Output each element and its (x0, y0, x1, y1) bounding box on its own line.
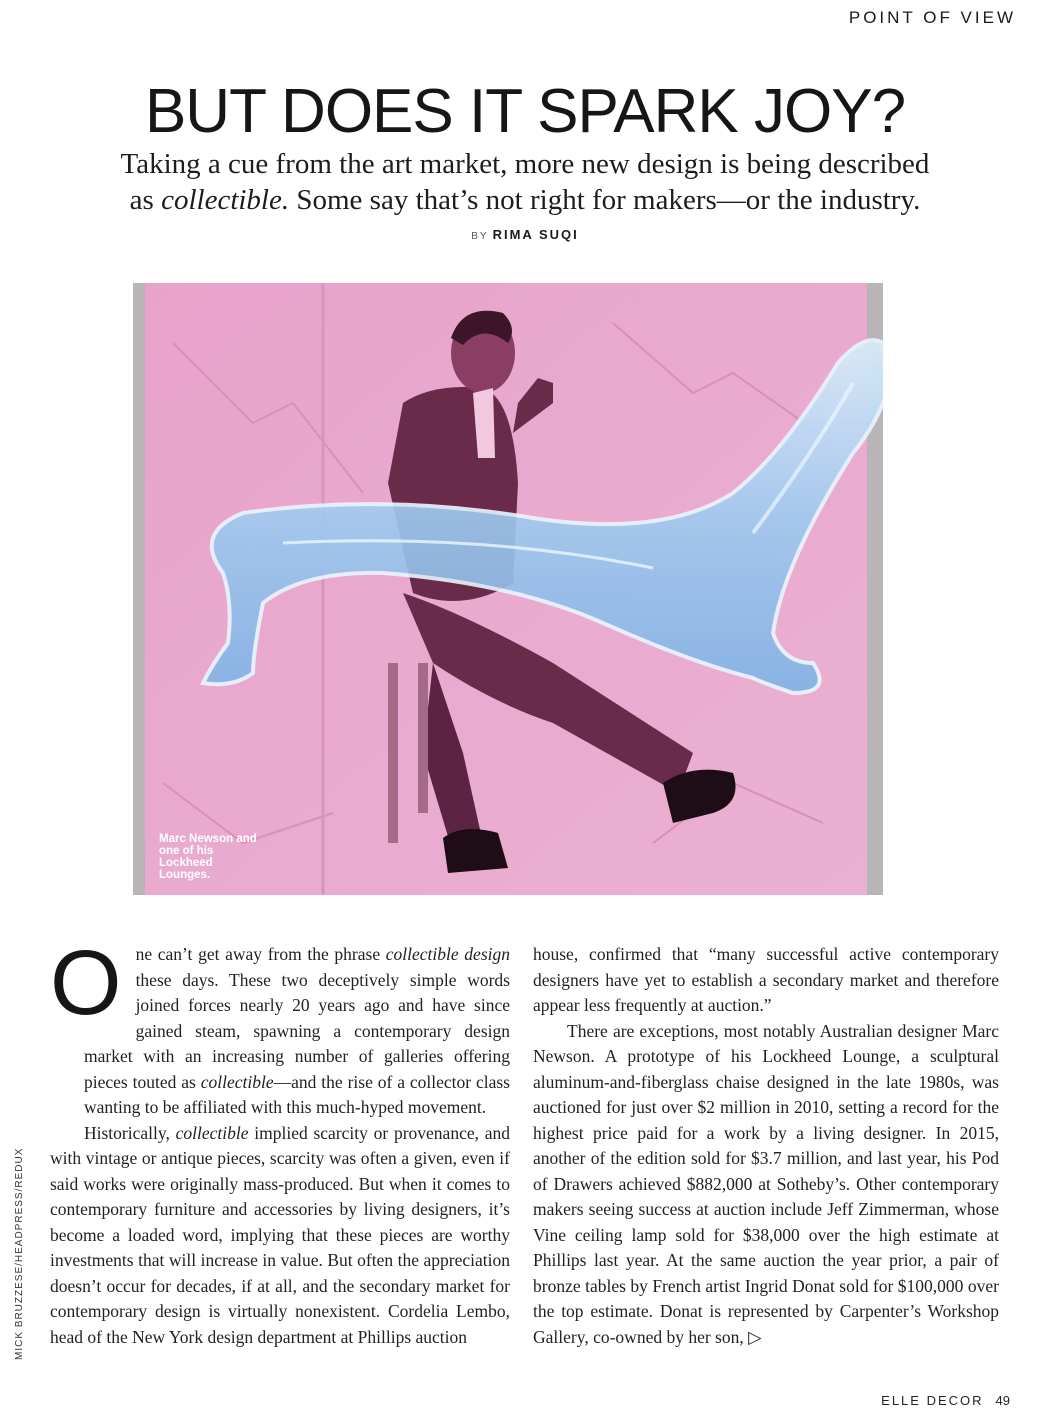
photo-caption: Marc Newson and one of his Lockheed Lounges. (159, 833, 257, 881)
dek-italic: collectible. (161, 184, 290, 216)
paragraph-1 (50, 932, 510, 1121)
section-label: POINT OF VIEW (848, 8, 1016, 27)
photo-illustration (133, 283, 883, 895)
byline-by: BY (471, 231, 489, 242)
p1-text-a: ne can’t get away from the phrase (135, 944, 386, 964)
p1-italic-1: collectible design (385, 944, 510, 964)
continue-arrow-icon: ▷ (748, 1326, 762, 1347)
p2-text-b: implied scarcity or provenance, and with vintage or antique pieces, scarcity was often a given, even if said works were originally mass-produced. But when it comes to contemporary furniture and accessories by living designers, it’s become a loaded word, implying that these pieces are worthy investments that will increase in value. But often the appreciation doesn’t occur for decades, if at all, and the secondary market for contemporary design is virtually nonexistent. Cordelia Lembo, head of the New York design department at Phillips auction (50, 1122, 510, 1347)
magazine-name: ELLE DECOR (881, 1393, 984, 1408)
photo-credit: MICK BRUZZESE/HEADPRESS/REDUX (14, 1147, 25, 1360)
page-footer (881, 1393, 1010, 1408)
p1-italic-2: collectible (200, 1071, 274, 1092)
dek-line1: Taking a cue from the art market, more new design is being described (120, 148, 930, 180)
dek (60, 146, 990, 218)
byline (0, 227, 1050, 242)
byline-author: RIMA SUQI (492, 227, 579, 242)
dek-pre: as (129, 184, 162, 216)
article-column-2 (533, 942, 999, 1350)
page-number: 49 (995, 1393, 1010, 1408)
p2-italic: collectible (175, 1122, 249, 1143)
paragraph-2 (50, 1121, 510, 1351)
paragraph-4 (533, 1019, 999, 1351)
feature-photo (133, 283, 883, 895)
p4-text: There are exceptions, most notably Australian designer Marc Newson. A prototype of his Lockheed Lounge, a sculptural aluminum-and-fiberglass chaise designed in the late 1980s, was auctioned for just over $2 million in 2010, setting a record for the highest price paid for a work by a living designer. In 2015, another of the edition sold for $3.7 million, and last year, his Pod of Drawers achieved $882,000 at Sotheby’s. Other contemporary makers seeing success at auction include Jeff Zimmerman, whose Vine ceiling lamp sold for $38,000 over the high estimate at Phillips last year. At the same auction the year prior, a pair of bronze tables by French artist Ingrid Donat sold for $100,000 over the top estimate. Donat is represented by Carpenter’s Workshop Gallery, co-owned by her son, (533, 1020, 999, 1347)
p1-text-c: —and the rise of a collector class wanting to be affiliated with this much-hyped movement. (84, 1071, 510, 1117)
headline: BUT DOES IT SPARK JOY? (144, 77, 906, 146)
paragraph-3: house, confirmed that “many successful active contemporary designers have yet to establish a secondary market and therefore appear less frequently at auction.” (533, 944, 999, 1015)
article-column-1 (50, 932, 510, 1350)
drop-cap: O (50, 932, 122, 1034)
p2-text-a: Historically, (84, 1122, 176, 1143)
dek-post: Some say that’s not right for makers—or the industry. (289, 184, 921, 216)
p1-text-b: these days. These two deceptively simple words joined forces nearly 20 years ago and have since gained steam, spawning a contemporary design market with an increasing number of galleries offering pieces touted as (84, 969, 510, 1092)
